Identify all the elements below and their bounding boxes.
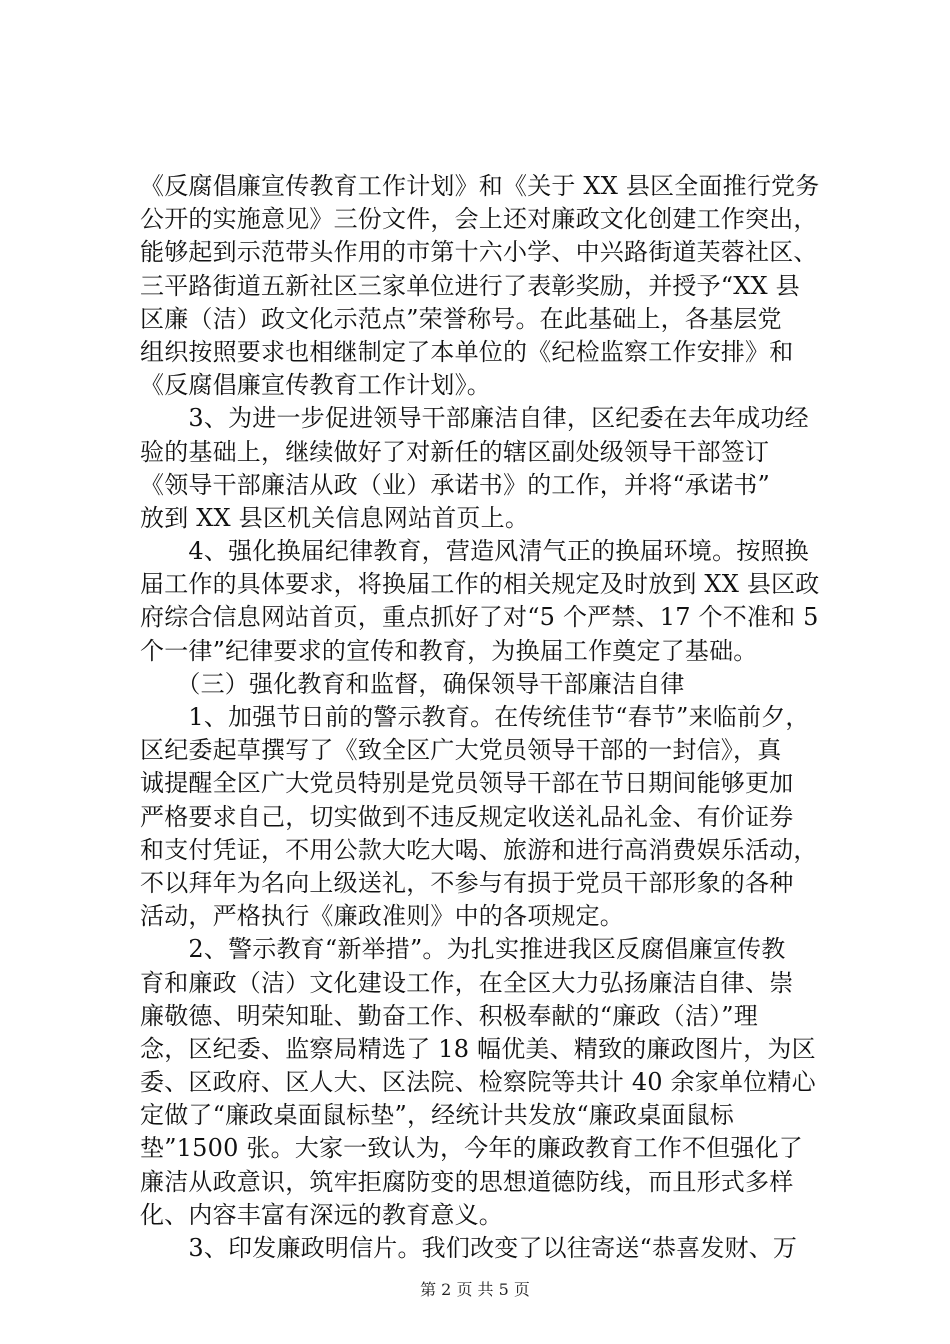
text-line: 区廉（洁）政文化示范点”荣誉称号。在此基础上，各基层党 (140, 304, 782, 333)
text-line: 1、加强节日前的警示教育。在传统佳节“春节”来临前夕， (140, 703, 810, 731)
text-line: 3、为进一步促进领导干部廉洁自律，区纪委在去年成功经 (140, 404, 809, 433)
text-line: 《反腐倡廉宣传教育工作计划》和《关于 XX 县区全面推行党务 (140, 172, 820, 200)
text-line: 4、强化换届纪律教育，营造风清气正的换届环境。按照换 (140, 537, 809, 566)
text-line: 育和廉政（洁）文化建设工作，在全区大力弘扬廉洁自律、崇 (140, 968, 794, 997)
text-line: 区纪委起草撰写了《致全区广大党员领导干部的一封信》，真 (140, 736, 782, 765)
text-line: 廉敬德、明荣知耻、勤奋工作、积极奉献的“廉政（洁）”理 (140, 1001, 758, 1030)
text-line: 届工作的具体要求，将换届工作的相关规定及时放到 XX 县区政 (140, 570, 820, 599)
text-line: 《领导干部廉洁从政（业）承诺书》的工作，并将“承诺书” (140, 470, 770, 499)
text-line: 三平路街道五新社区三家单位进行了表彰奖励，并授予“XX 县 (140, 271, 800, 300)
text-line: 组织按照要求也相继制定了本单位的《纪检监察工作安排》和 (140, 337, 794, 366)
text-line: 和支付凭证，不用公款大吃大喝、旅游和进行高消费娱乐活动， (140, 835, 818, 864)
body-text (140, 170, 840, 1265)
text-line: 化、内容丰富有深远的教育意义。 (140, 1200, 503, 1229)
text-line: 3、印发廉政明信片。我们改变了以往寄送“恭喜发财、万 (140, 1234, 798, 1262)
text-line: （三）强化教育和监督，确保领导干部廉洁自律 (140, 669, 685, 698)
text-line: 个一律”纪律要求的宣传和教育，为换届工作奠定了基础。 (140, 636, 758, 665)
text-line: 2、警示教育“新举措”。为扎实推进我区反腐倡廉宣传教 (140, 935, 786, 964)
text-line: 府综合信息网站首页，重点抓好了对“5 个严禁、17 个不准和 5 (140, 603, 819, 632)
text-line: 活动，严格执行《廉政准则》中的各项规定。 (140, 902, 624, 931)
text-line: 诚提醒全区广大党员特别是党员领导干部在节日期间能够更加 (140, 769, 794, 798)
text-line: 定做了“廉政桌面鼠标垫”，经统计共发放“廉政桌面鼠标 (140, 1101, 735, 1130)
text-line: 公开的实施意见》三份文件，会上还对廉政文化创建工作突出， (140, 205, 818, 234)
text-line: 念，区纪委、监察局精选了 18 幅优美、精致的廉政图片，为区 (140, 1034, 816, 1063)
text-line: 放到 XX 县区机关信息网站首页上。 (140, 503, 530, 532)
text-line: 严格要求自己，切实做到不违反规定收送礼品礼金、有价证券 (140, 802, 794, 831)
text-line: 垫”1500 张。大家一致认为，今年的廉政教育工作不但强化了 (140, 1134, 803, 1163)
page-footer: 第 2 页 共 5 页 (420, 1280, 530, 1299)
text-line: 验的基础上，继续做好了对新任的辖区副处级领导干部签订 (140, 437, 770, 466)
text-line: 《反腐倡廉宣传教育工作计划》。 (140, 371, 491, 400)
text-line: 廉洁从政意识，筑牢拒腐防变的思想道德防线，而且形式多样 (140, 1167, 794, 1196)
text-line: 能够起到示范带头作用的市第十六小学、中兴路街道芙蓉社区、 (140, 238, 818, 267)
text-line: 不以拜年为名向上级送礼，不参与有损于党员干部形象的各种 (140, 868, 794, 897)
text-line: 委、区政府、区人大、区法院、检察院等共计 40 余家单位精心 (140, 1068, 816, 1097)
